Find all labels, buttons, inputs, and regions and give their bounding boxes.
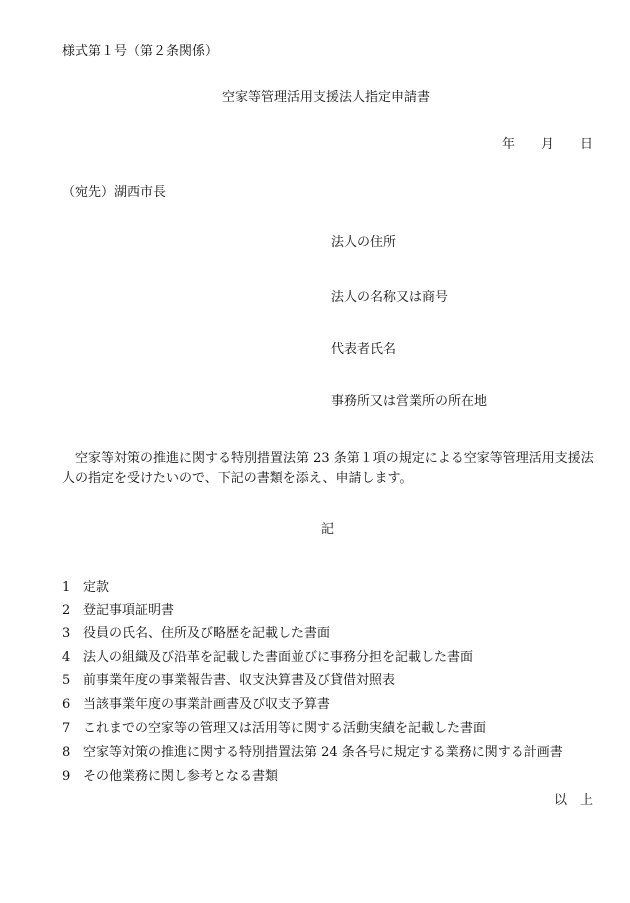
document-list-item	[62, 745, 602, 761]
list-item-number: 5	[62, 673, 71, 688]
list-item-number: 4	[62, 650, 71, 665]
list-item-text: 法人の組織及び沿革を記載した書面並びに事務分担を記載した書面	[83, 650, 474, 665]
office-location-label: 事務所又は営業所の所在地	[331, 394, 488, 409]
addressee: （宛先）湖西市長	[62, 185, 167, 200]
list-item-number: 2	[62, 603, 71, 618]
list-item-text: 定款	[83, 580, 110, 595]
list-item-number: 6	[62, 697, 71, 712]
ki-heading: 記	[321, 522, 335, 537]
form-number: 様式第１号（第２条関係）	[62, 44, 219, 59]
document-list-item	[62, 697, 602, 713]
document-title: 空家等管理活用支援法人指定申請書	[222, 90, 431, 105]
request-paragraph-line-1: 空家等対策の推進に関する特別措置法第 23 条第１項の規定による空家等管理活用支援法	[62, 451, 594, 466]
document-list-item	[62, 580, 602, 596]
list-item-text: 登記事項証明書	[83, 603, 175, 618]
closing-mark: 以 上	[553, 793, 593, 808]
document-list-item	[62, 769, 602, 785]
list-item-text: 前事業年度の事業報告書、収支決算書及び貸借対照表	[83, 673, 396, 688]
date-line: 年 月 日	[501, 137, 593, 152]
document-list-item	[62, 650, 602, 666]
request-paragraph-line-2: 人の指定を受けたいので、下記の書類を添え、申請します。	[62, 471, 413, 486]
list-item-number: 9	[62, 769, 71, 784]
list-item-number: 3	[62, 626, 71, 641]
list-item-text: 空家等対策の推進に関する特別措置法第 24 条各号に規定する業務に関する計画書	[83, 745, 563, 760]
list-item-number: 7	[62, 721, 71, 736]
applicant-name-label: 法人の名称又は商号	[331, 290, 449, 305]
list-item-text: その他業務に関し参考となる書類	[83, 769, 279, 784]
list-item-text: 役員の氏名、住所及び略歴を記載した書面	[83, 626, 331, 641]
list-item-number: 8	[62, 745, 71, 760]
document-list-item	[62, 603, 602, 619]
document-list-item	[62, 673, 602, 689]
document-list-item	[62, 626, 602, 642]
applicant-address-label: 法人の住所	[331, 235, 397, 250]
document-list-item	[62, 721, 602, 737]
representative-name-label: 代表者氏名	[331, 342, 397, 357]
list-item-text: これまでの空家等の管理又は活用等に関する活動実績を記載した書面	[83, 721, 487, 736]
list-item-number: 1	[62, 580, 71, 595]
list-item-text: 当該事業年度の事業計画書及び収支予算書	[83, 697, 331, 712]
